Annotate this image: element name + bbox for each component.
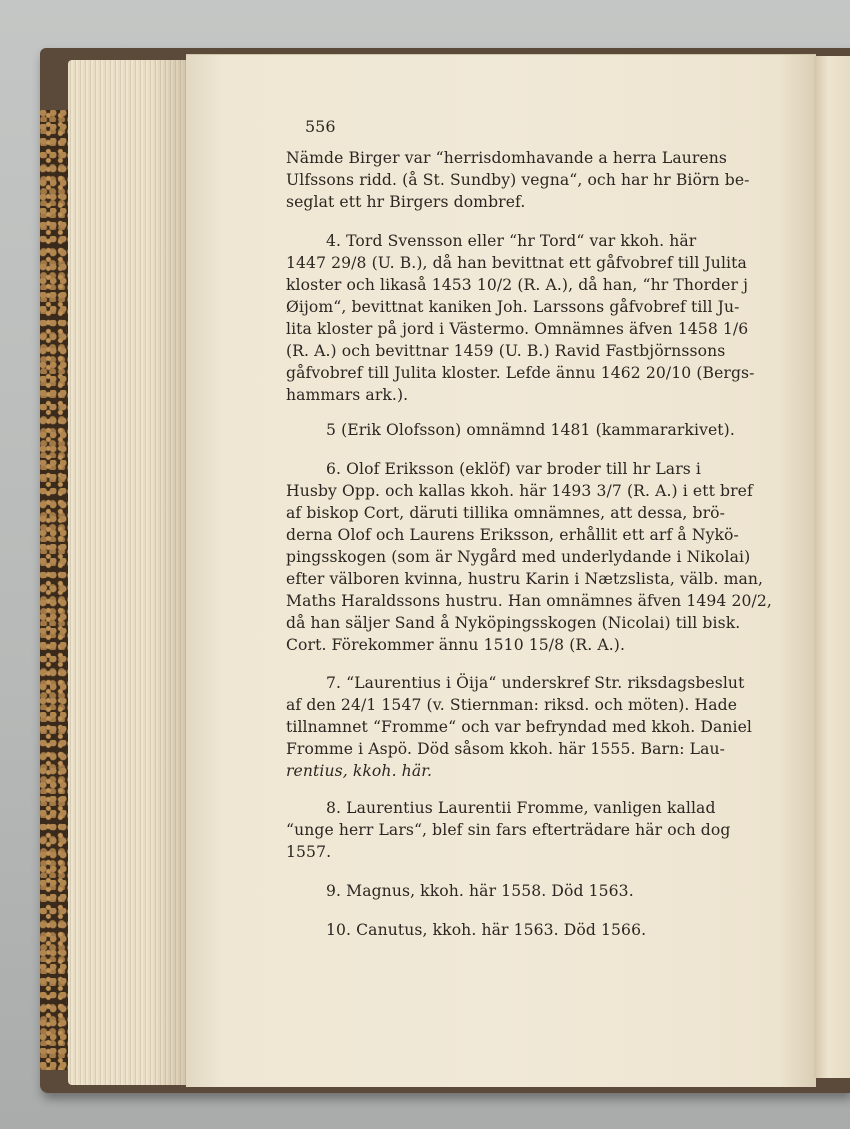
- marbled-cover-edge: [40, 110, 70, 1070]
- text-line: 8. Laurentius Laurentii Fromme, vanligen kallad: [326, 799, 716, 817]
- text-line: kloster och likaså 1453 10/2 (R. A.), då han, “hr Thorder j: [286, 276, 749, 294]
- text-line: lita kloster på jord i Västermo. Omnämnes äfven 1458 1/6: [286, 320, 749, 338]
- text-line: 4. Tord Svensson eller “hr Tord“ var kkoh. här: [326, 232, 697, 250]
- text-line: af biskop Cort, däruti tillika omnämnes, att dessa, brö-: [286, 504, 726, 522]
- text-line: 7. “Laurentius i Öija“ underskref Str. riksdagsbeslut: [326, 674, 745, 692]
- text-line: tillnamnet “Fromme“ och var befryndad med kkoh. Daniel: [286, 718, 753, 736]
- text-line: (R. A.) och bevittnar 1459 (U. B.) Ravid Fastbjörnssons: [286, 342, 726, 360]
- text-line: efter välboren kvinna, hustru Karin i Nætzslista, välb. man,: [286, 570, 764, 588]
- text-line: hammars ark.).: [286, 386, 409, 404]
- text-line: 1557.: [286, 843, 332, 861]
- text-line: då han säljer Sand å Nyköpingsskogen (Nicolai) till bisk.: [286, 614, 741, 632]
- text-line: 9. Magnus, kkoh. här 1558. Död 1563.: [326, 882, 634, 900]
- text-line: Ulfssons ridd. (å St. Sundby) vegna“, och har hr Biörn be-: [286, 171, 750, 189]
- text-line: Husby Opp. och kallas kkoh. här 1493 3/7 (R. A.) i ett bref: [286, 482, 753, 500]
- text-line: Cort. Förekommer ännu 1510 15/8 (R. A.).: [286, 636, 626, 654]
- text-line: pingsskogen (som är Nygård med underlydande i Nikolai): [286, 548, 751, 566]
- page-number: 556: [305, 117, 336, 136]
- text-line: Maths Haraldssons hustru. Han omnämnes äfven 1494 20/2,: [286, 592, 772, 610]
- text-line: seglat ett hr Birgers dombref.: [286, 193, 526, 211]
- text-line: 10. Canutus, kkoh. här 1563. Död 1566.: [326, 921, 647, 939]
- text-line: “unge herr Lars“, blef sin fars efterträdare här och dog: [286, 821, 731, 839]
- facing-page-edge: [814, 56, 850, 1078]
- text-line: af den 24/1 1547 (v. Stiernman: riksd. och möten). Hade: [286, 696, 738, 714]
- text-line: Øijom“, bevittnat kaniken Joh. Larssons gåfvobref till Ju-: [286, 298, 740, 316]
- text-line: Fromme i Aspö. Död såsom kkoh. här 1555. Barn: Lau-: [286, 740, 726, 758]
- text-line: 5 (Erik Olofsson) omnämnd 1481 (kammararkivet).: [326, 421, 735, 439]
- text-line: gåfvobref till Julita kloster. Lefde ännu 1462 20/10 (Bergs-: [286, 364, 755, 382]
- text-line: 1447 29/8 (U. B.), då han bevittnat ett gåfvobref till Julita: [286, 254, 747, 272]
- text-line: derna Olof och Laurens Eriksson, erhållit ett arf å Nykö-: [286, 526, 739, 544]
- text-line: 6. Olof Eriksson (eklöf) var broder till hr Lars i: [326, 460, 701, 478]
- text-line: Nämde Birger var “herrisdomhavande a herra Laurens: [286, 149, 728, 167]
- text-line: rentius, kkoh. här.: [286, 762, 433, 780]
